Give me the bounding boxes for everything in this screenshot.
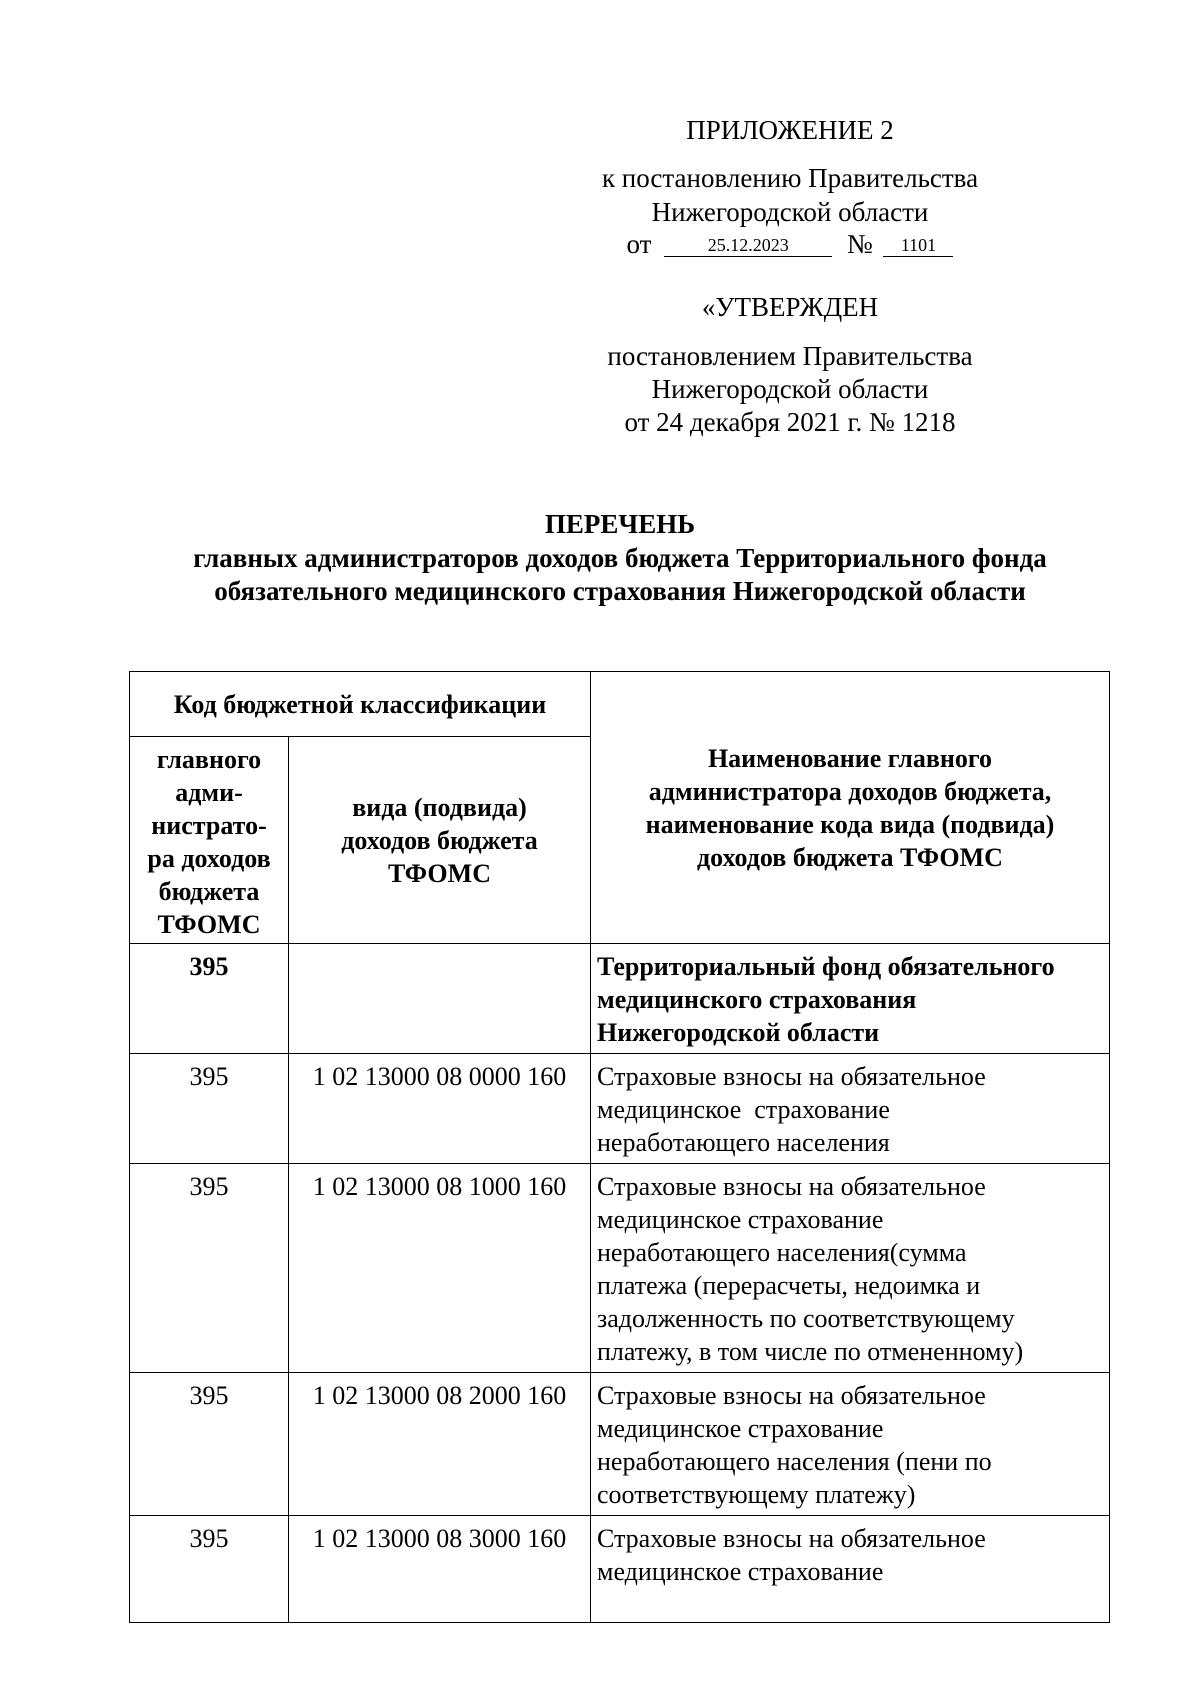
table-row — [130, 944, 1110, 1054]
name-line: Страховые взносы на обязательное — [597, 1062, 986, 1091]
header-admin-line: главного — [156, 745, 262, 774]
name-line: неработающего населения(сумма — [597, 1238, 967, 1267]
header-code-column — [289, 737, 591, 944]
region-name: Нижегородской области — [651, 197, 929, 227]
income-name-cell — [591, 1516, 1110, 1623]
name-line: Страховые взносы на обязательное — [597, 1524, 986, 1553]
name-line: медицинское страхование — [597, 1414, 884, 1443]
name-line: неработающего населения — [597, 1128, 890, 1157]
date-number-row — [560, 227, 1020, 261]
admin-code-cell: 395 — [130, 944, 289, 1054]
income-code-cell: 1 02 13000 08 2000 160 — [289, 1373, 591, 1516]
region-name-2: Нижегородской области — [651, 374, 929, 404]
header-name-line: Наименование главного — [707, 743, 993, 773]
table-row — [130, 1516, 1110, 1623]
income-name-cell — [591, 1373, 1110, 1516]
header-name-line: администратора доходов бюджета, — [648, 776, 1052, 806]
header-admin-line: нистрато- — [151, 811, 267, 840]
table-row — [130, 1054, 1110, 1164]
resolution-number: 1101 — [883, 234, 953, 257]
header-code-line: ТФОМС — [388, 858, 491, 888]
original-resolution-date: от 24 декабря 2021 г. № 1218 — [624, 407, 956, 437]
income-name-cell — [591, 944, 1110, 1054]
name-line: Страховые взносы на обязательное — [597, 1172, 986, 1201]
name-line: медицинское страхование — [597, 1095, 890, 1124]
resolution-date: 25.12.2023 — [664, 234, 832, 257]
header-code-line: доходов бюджета — [341, 825, 538, 855]
document-subtitle-line-1: главных администраторов доходов бюджета Территориального фонда — [193, 543, 1047, 573]
name-line: медицинское страхование — [597, 1557, 884, 1586]
approved-label: «УТВЕРЖДЕН — [701, 292, 879, 322]
from-label: от — [626, 229, 652, 259]
table-row — [130, 1164, 1110, 1373]
name-line: задолженность по соответствующему — [597, 1304, 1015, 1333]
income-name-cell — [591, 1164, 1110, 1373]
document-subtitle-line-2: обязательного медицинского страхования Нижегородской области — [214, 576, 1026, 606]
name-line: медицинское страхование — [597, 1205, 884, 1234]
income-code-cell: 1 02 13000 08 0000 160 — [289, 1054, 591, 1164]
name-line: платежа (перерасчеты, недоимка и — [597, 1271, 981, 1300]
table-row — [130, 1373, 1110, 1516]
income-code-cell: 1 02 13000 08 1000 160 — [289, 1164, 591, 1373]
name-line: медицинского страхования — [597, 985, 917, 1014]
header-admin-column — [130, 737, 289, 944]
admin-code-cell: 395 — [130, 1516, 289, 1623]
header-admin-line: ТФОМС — [157, 910, 261, 939]
name-line: платежу, в том числе по отмененному) — [597, 1337, 1024, 1366]
resolution-reference: к постановлению Правительства — [601, 163, 979, 193]
header-name-column — [591, 672, 1110, 944]
administrators-table — [129, 671, 1110, 1623]
income-code-cell — [289, 944, 591, 1054]
admin-code-cell: 395 — [130, 1164, 289, 1373]
approved-by-resolution: постановлением Правительства — [607, 341, 973, 371]
name-line: Территориальный фонд обязательного — [597, 952, 1055, 981]
header-code-line: вида (подвида) — [352, 792, 527, 822]
name-line: соответствующему платежу) — [597, 1480, 916, 1509]
header-budget-classification: Код бюджетной классификации — [130, 672, 591, 737]
admin-code-cell: 395 — [130, 1054, 289, 1164]
admin-code-cell: 395 — [130, 1373, 289, 1516]
table-header-row-1 — [130, 672, 1110, 737]
name-line: Страховые взносы на обязательное — [597, 1381, 986, 1410]
document-title: ПЕРЕЧЕНЬ — [544, 509, 696, 539]
income-code-cell: 1 02 13000 08 3000 160 — [289, 1516, 591, 1623]
header-admin-line: бюджета — [158, 877, 260, 906]
name-line: Нижегородской области — [597, 1018, 880, 1047]
header-name-line: доходов бюджета ТФОМС — [697, 842, 1003, 872]
number-sign: № — [846, 229, 873, 259]
header-name-line: наименование кода вида (подвида) — [645, 809, 1055, 839]
name-line: неработающего населения (пени по — [597, 1447, 992, 1476]
income-name-cell — [591, 1054, 1110, 1164]
appendix-label: ПРИЛОЖЕНИЕ 2 — [686, 115, 894, 145]
header-admin-line: адми- — [175, 778, 243, 807]
header-admin-line: ра доходов — [147, 844, 271, 873]
